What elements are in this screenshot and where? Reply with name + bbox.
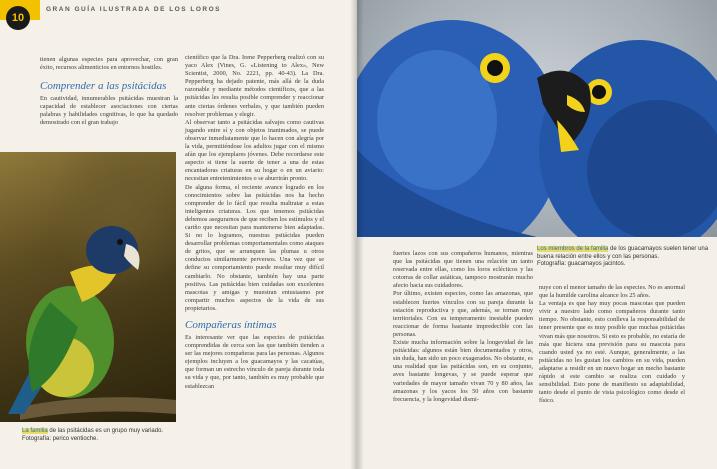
col2-section2-text: Es interesante ver que las especies de psitácidas comprendidas de cerca son las que también tienden a ser las mejores compañeras para las personas. Algunos ejemplos incluyen a los guacamayos y las cacatúas, que forman un estrecho vínculo de pareja durante toda su vida y que, por tanto, también es muy probable que establezcan bbox=[185, 334, 324, 390]
caption-text: de las psitácidas es un grupo muy variado. bbox=[47, 428, 164, 434]
ringneck-parrot-illustration bbox=[0, 152, 176, 422]
left-column-1 bbox=[40, 56, 178, 128]
col1-intro-text: tienen algunas especies para aprovechar, con gran éxito, recursos alimenticios en entornos hostiles. bbox=[40, 56, 178, 72]
right-col1-text: fuertes lazos con sus compañeros humanos, mientras que las psitácidas que tienen una relación un tanto reservada entre ellas, como los loros eclécticos y las cotorras de collar asiáticas, tampoco mostrarán mucho afecto hacia sus cuidadores. Por último, existen especies, como las amazonas, que establecen fuertes vínculos con su pareja durante la estación reproductiva y que, además, se tornan muy territoriales. Con su temperamento inestable pueden reaccionar de forma bastante impredecible con las personas. Existe mucha información sobre la longevidad de las psitácidas: algunos están bien documentados y otros, sin duda, han sido un poco exagerados. No obstante, es una realidad que las psitácidas son, en su conjunto, aves bastante longevas, y se puede esperar que variedades de mayor tamaño vivan 70 y 80 años, las amazonas y los yacos los 50 años con bastante frecuencia, y la longevidad dismi- bbox=[393, 250, 533, 403]
col1-section1-text: En cautividad, innumerables psitácidas muestran la capacidad de establecer asociaciones con ciertas palabras y habilidades cognitivas, lo que ha quedado demostrado con el gran trabajo bbox=[40, 95, 178, 127]
right-page bbox=[357, 0, 717, 469]
macaws-photo bbox=[357, 0, 717, 237]
right-column-2 bbox=[539, 284, 685, 405]
right-column-1 bbox=[393, 250, 533, 404]
page-number: 10 bbox=[6, 6, 30, 30]
left-column-2 bbox=[185, 54, 324, 391]
caption-photo-credit: Fotografía: guacamayos jacintos. bbox=[537, 261, 626, 267]
left-page bbox=[0, 0, 356, 469]
right-col2-text: nuye con el menor tamaño de las especies. No es anormal que la humilde carolina alcance los 25 años. La ventaja es que hay muy pocas mascotas que pueden vivir a nuestro lado como compañeros durante tanto tiempo. No obstante, esto conlleva la responsabilidad de tener presente que es muy posible que muchas psitácidas vivan más que nosotros. Si esto es probable, no estaría de más que hiciera una previsión para su mascota para cuando usted ya no esté. Aunque, generalmente, a las psitácidas no les gustan los cambios en su vida, pueden adaptarse a residir en un nuevo hogar un mecho bastante rápido si este cambio se realiza con cuidado y sensibilidad. Esto pone de manifiesto su adaptabilidad, tanto desde el punto de vista psicológico como desde el físico. bbox=[539, 284, 685, 405]
col2-text: científico que la Dra. Irene Pepperberg realizó con su yaco Alex (Vines, G. «Listening to Alex», New Scientist, 2000, No. 2221, pp. 40-43). La Dra. Pepperberg ha dejado patente, más allá de la duda razonable y mediante métodos científicos, que a las psitácidas les resulta posible comprender y reaccionar ante ciertas órdenes verbales, y que también pueden resolver problemas y elegir. Al observar tanto a psitácidas salvajes como cautivas jugando entre sí y con objetos inanimados, se puede observar inmediatamente que lo hacen con alegría por la vida, permitiéndose los adultos jugar con el mismo afán que los ejemplares jóvenes. Debe recordarse este aspecto si tiene la suerte de tener a una de estas encantadoras criaturas en su hogar o en un aviario: necesitan entretenimientos o se aburrirán pronto. De alguna forma, el reciente avance logrado en los conocimientos sobre las psitácidas nos ha hecho comprender de lo fácil que resulta maltratar a estas inteligentes criaturas. Los que tenemos psitácidas debemos asegurarnos de que reciben los estímulos y el cariño que necesitan para mantenerse bien adaptadas. Si no lo logramos, nuestras psitácidas pueden desarrollar problemas comportamentales como ataques de gritos, que se arranquen las plumas u otros conductos similarmente perversos. Una vez que se define su comportamiento puede resultar muy difícil cambiarlo. No obstante, también hay una parte positiva. Las psitácidas bien cuidadas son excelentes mascotas y amigas y muestran entusiasmo por compartir muchos aspectos de la vida de sus propietarios. bbox=[185, 54, 324, 312]
right-photo-caption bbox=[537, 246, 713, 269]
section-heading-companeras: Compañeras íntimas bbox=[185, 319, 277, 331]
hyacinth-macaws-illustration bbox=[357, 0, 717, 237]
caption-text: de los guacamayos suelen tener una buena relación entre ellos y con las personas. bbox=[537, 246, 709, 260]
left-photo-caption bbox=[22, 428, 172, 443]
caption-photo-credit: Fotografía: perico ventioche. bbox=[22, 435, 99, 442]
running-head: GRAN GUÍA ILUSTRADA DE LOS LOROS bbox=[46, 6, 221, 13]
caption-highlight: La familia bbox=[22, 428, 48, 434]
parrot-photo bbox=[0, 152, 176, 422]
caption-highlight: Los miembros de la familia bbox=[537, 246, 609, 252]
section-heading-comprender: Comprender a las psitácidas bbox=[40, 80, 167, 93]
